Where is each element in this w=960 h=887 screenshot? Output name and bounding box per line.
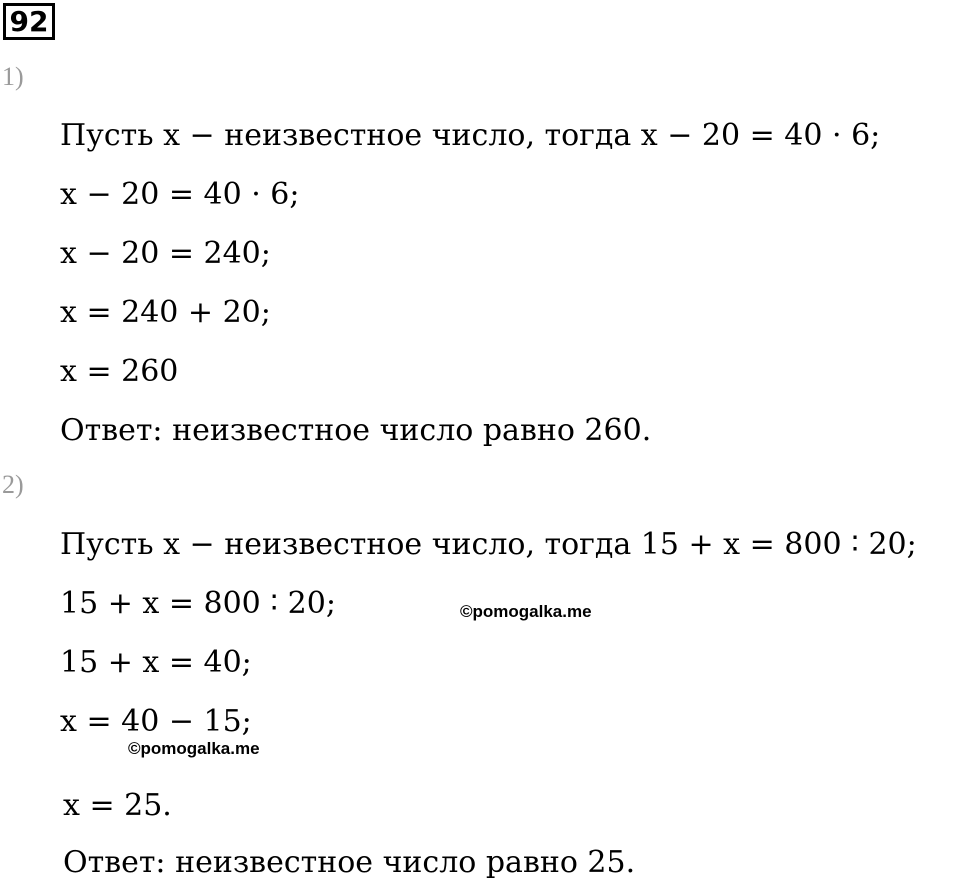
part1-line-1: Пусть x − неизвестное число, тогда x − 20 = 40 · 6; xyxy=(60,118,881,153)
part2-line-3: 15 + x = 40; xyxy=(60,645,252,680)
watermark-2: ©pomogalka.me xyxy=(128,739,260,758)
part1-line-4: x = 240 + 20; xyxy=(60,295,271,330)
watermark-1: ©pomogalka.me xyxy=(460,602,592,621)
part2-line-5: x = 25. xyxy=(63,788,172,823)
part1-answer: Ответ: неизвестное число равно 260. xyxy=(60,413,652,448)
part2-line-4: x = 40 − 15; xyxy=(60,704,252,739)
part1-line-2: x − 20 = 40 · 6; xyxy=(60,177,300,212)
part-label-2: 2) xyxy=(2,470,24,499)
part1-line-3: x − 20 = 240; xyxy=(60,236,271,271)
part2-answer: Ответ: неизвестное число равно 25. xyxy=(63,845,636,880)
part1-line-5: x = 260 xyxy=(60,354,179,389)
problem-number-badge: 92 xyxy=(3,3,55,40)
part-label-1: 1) xyxy=(2,62,24,91)
part2-line-1: Пусть x − неизвестное число, тогда 15 + x = 800 ∶ 20; xyxy=(60,527,917,562)
part2-line-2: 15 + x = 800 ∶ 20; xyxy=(60,586,336,621)
